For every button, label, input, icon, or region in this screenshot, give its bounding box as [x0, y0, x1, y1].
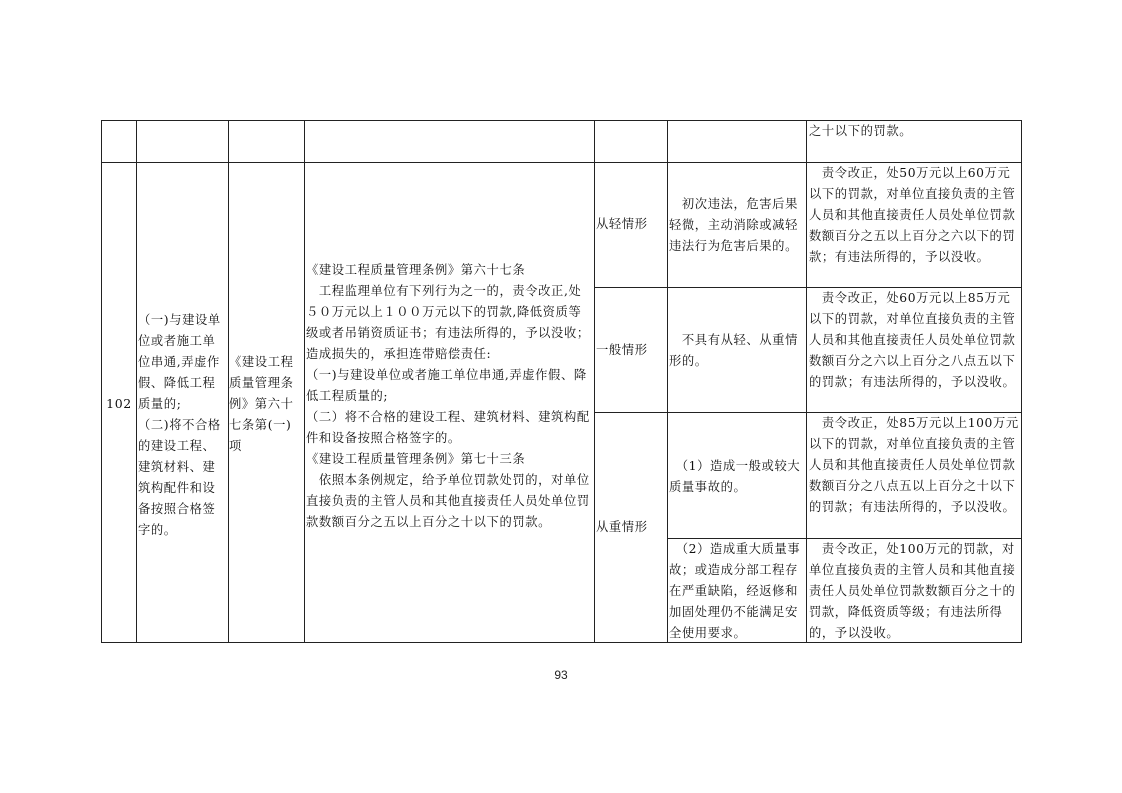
col-border: [101, 120, 102, 643]
col-border: [136, 120, 137, 643]
penalty-light: 责令改正，处50万元以上60万元以下的罚款，对单位直接负责的主管人员和其他直接责任人员处单位罚款数额百分之五以上百分之六以下的罚款；有违法所得的，予以没收。: [809, 166, 1016, 264]
discretion-level-heavy: 从重情形: [596, 520, 648, 534]
continued-penalty-cell: 之十以下的罚款。: [809, 124, 913, 138]
violation-description-cell: （一)与建设单位或者施工单位串通,弄虚作假、降低工程质量的; （二)将不合格的建设工程、建筑材料、建筑构配件和设备按照合格签字的。: [138, 313, 221, 537]
condition-light: 初次违法，危害后果轻微，主动消除或减轻违法行为危害后果的。: [669, 197, 798, 253]
legal-basis-cell: 《建设工程质量管理条例》第六十七条第(一)项: [229, 355, 294, 453]
page-number: 93: [554, 668, 568, 682]
discretion-level-light: 从轻情形: [596, 217, 648, 231]
condition-heavy-1: （1）造成一般或较大质量事故的。: [669, 459, 801, 494]
col-border: [667, 120, 668, 643]
col-border: [594, 120, 595, 643]
penalty-general: 责令改正，处60万元以上85万元以下的罚款，对单位直接负责的主管人员和其他直接责任人员处单位罚款数额百分之六以上百分之八点五以下的罚款；有违法所得的，予以没收。: [809, 291, 1016, 389]
penalty-heavy-1: 责令改正，处85万元以上100万元以下的罚款，对单位直接负责的主管人员和其他直接责任人员处单位罚款数额百分之八点五以上百分之十以下的罚款；有违法所得的，予以没收。: [809, 416, 1019, 514]
condition-heavy-2: （2）造成重大质量事故；或造成分部工程存在严重缺陷，经返修和加固处理仍不能满足安全使用要求。: [669, 542, 801, 640]
col-border: [1021, 120, 1022, 643]
col-border: [806, 120, 807, 643]
col-border: [304, 120, 305, 643]
condition-general: 不具有从轻、从重情形的。: [669, 333, 798, 368]
penalty-heavy-2: 责令改正，处100万元的罚款，对单位直接负责的主管人员和其他直接责任人员处单位罚款数额百分之十的罚款，降低资质等级；有违法所得的，予以没收。: [809, 542, 1016, 640]
row-number: 102: [106, 396, 132, 411]
legal-text-cell: 《建设工程质量管理条例》第六十七条 工程监理单位有下列行为之一的，责令改正,处５０万元以上１００万元以下的罚款,降低资质等级或者吊销资质证书；有违法所得的，予以没收；造成损失的，承担连带赔偿责任: （一)与建设单位或者施工单位串通,弄虚作假、降低工程质量的; （二）将不合格的建设工程、建筑材料、建筑构配件和设备按照合格签字的。 《建设工程质量管理条例》第七十三条 依照本条例规定，给予单位罚款处罚的，对单位直接负责的主管人员和其他直接责任人员处单位罚款数额百分之五以上百分之十以下的罚款。: [306, 263, 590, 529]
discretion-level-general: 一般情形: [596, 343, 648, 357]
